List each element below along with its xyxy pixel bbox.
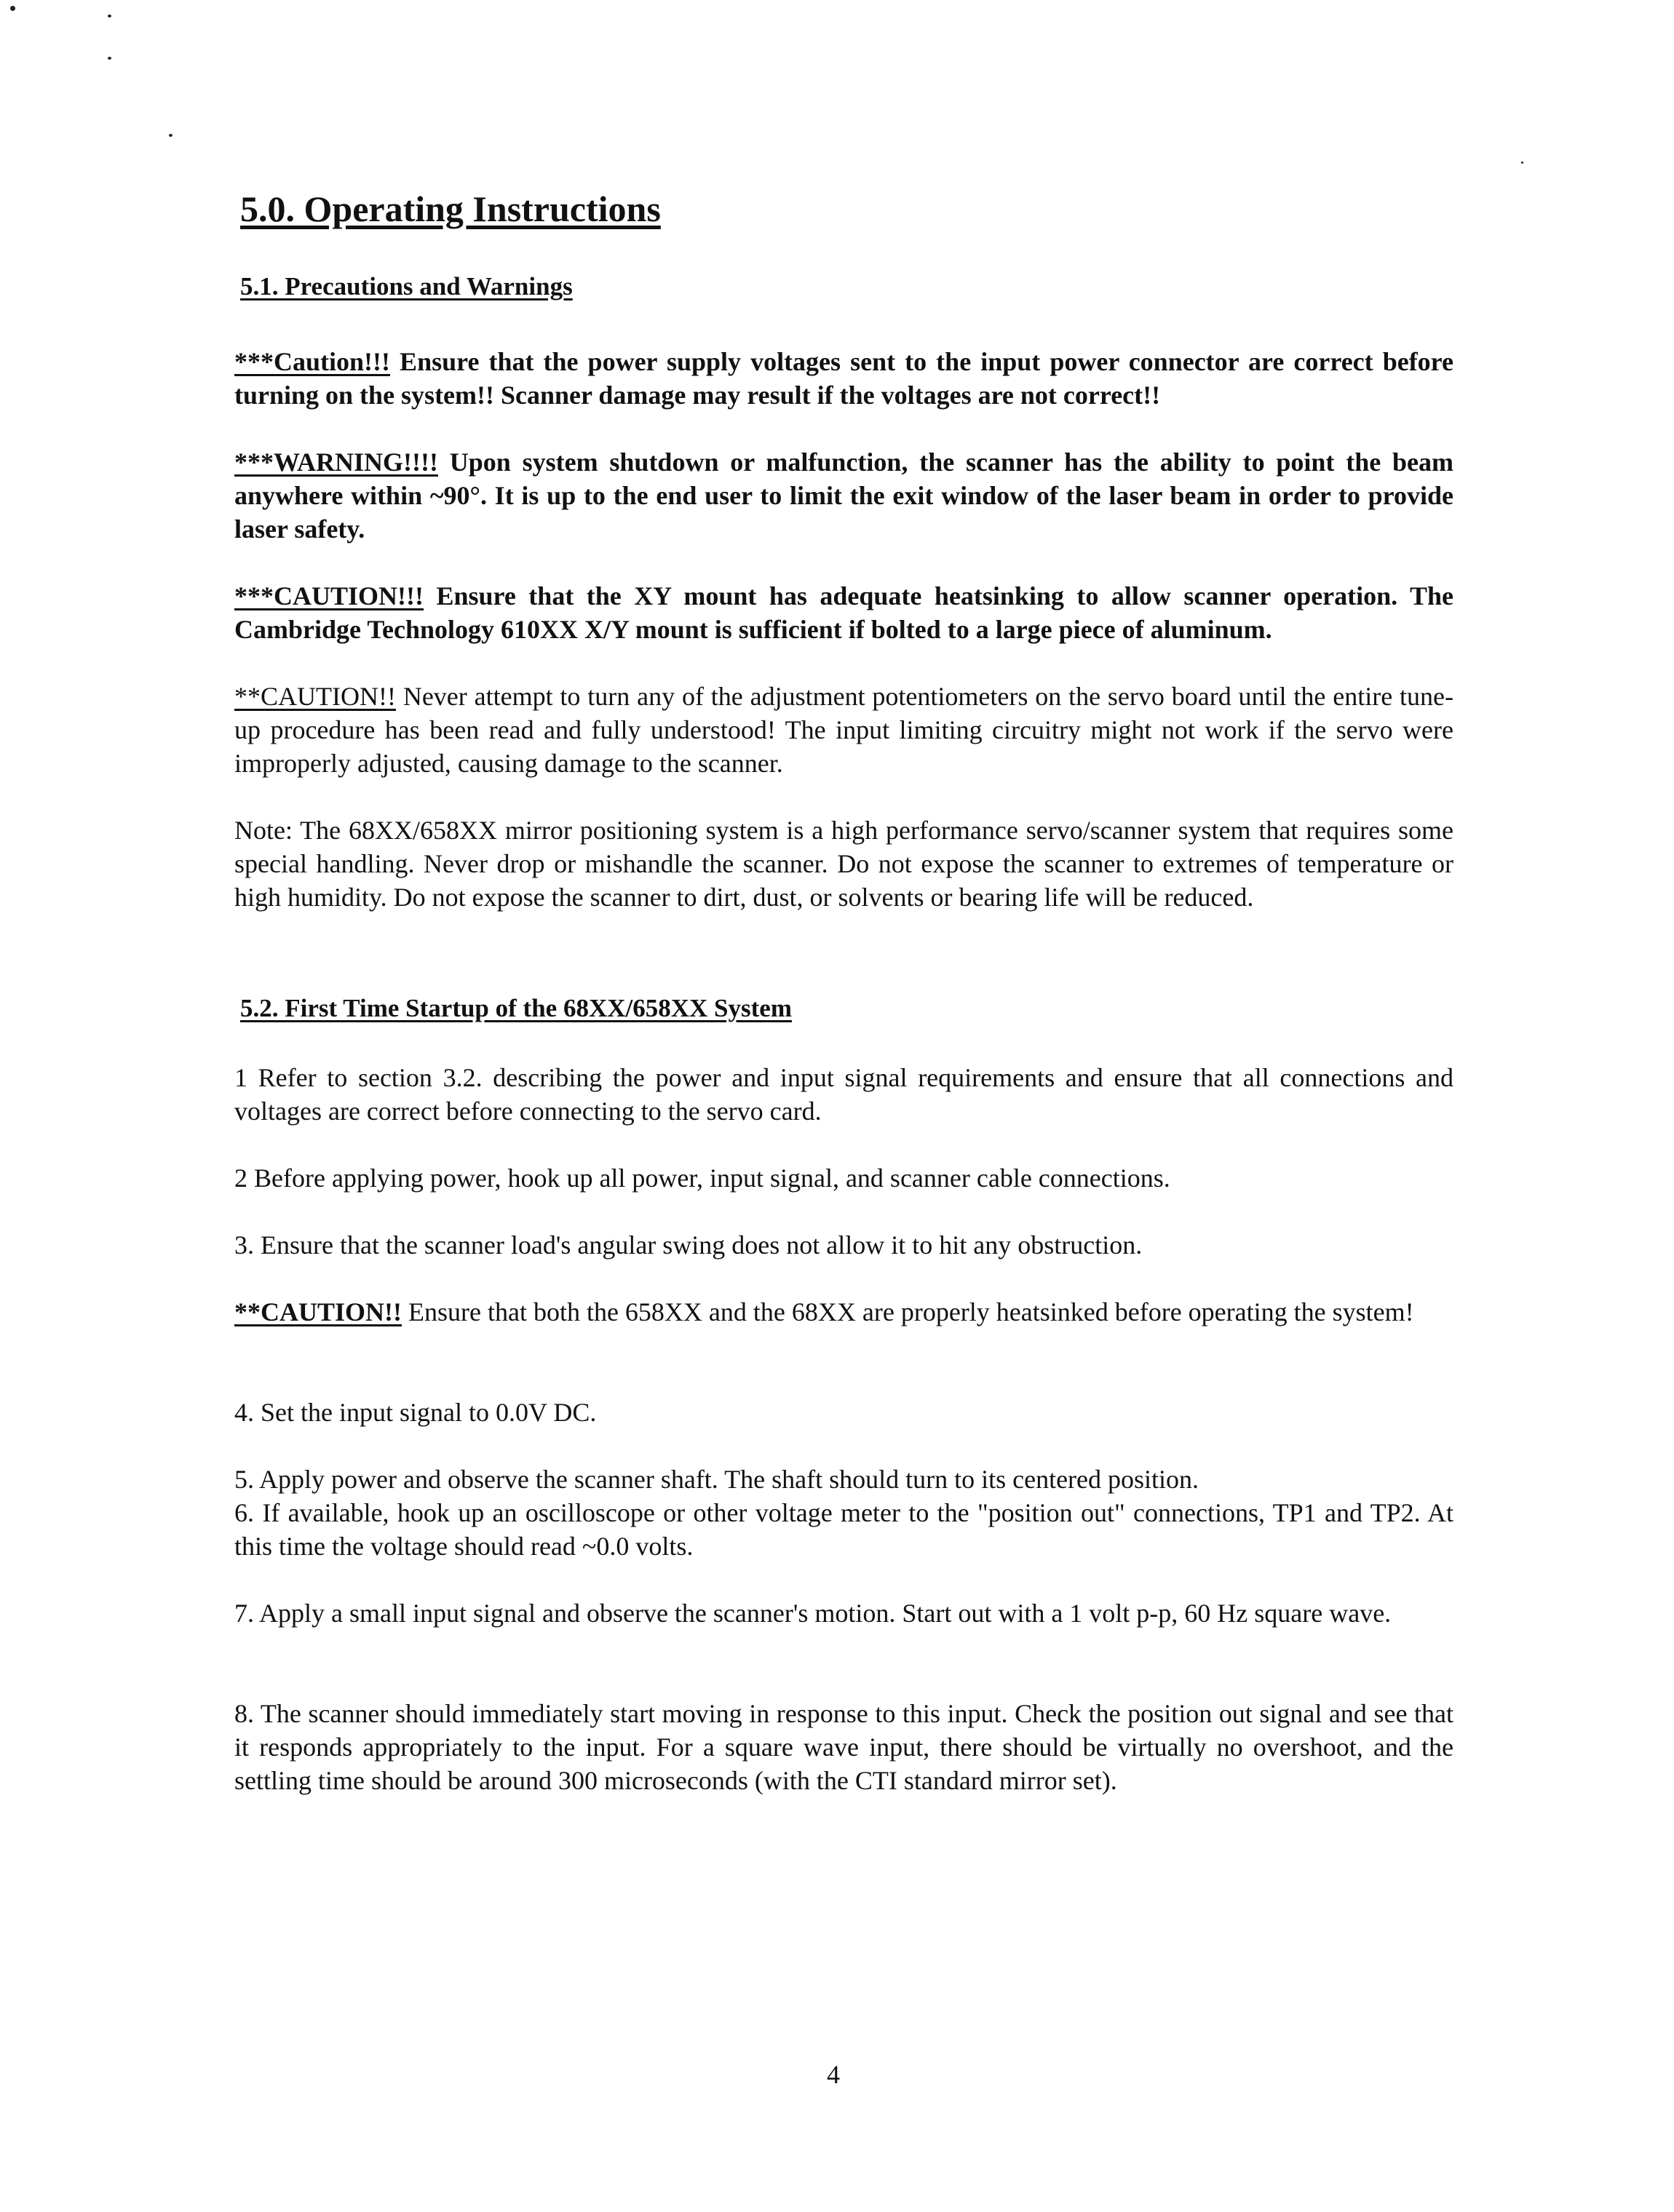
scan-speck <box>108 15 111 17</box>
startup-step-2: 2 Before applying power, hook up all power, input signal, and scanner cable connections. <box>234 1163 1170 1193</box>
warning-text: Upon system shutdown or malfunction, the scanner has the ability to point the beam anywhere within ~90°. It is up to the end user to limit the exit window of the laser beam in order to provide laser safety. <box>234 447 1453 544</box>
caution-text: Ensure that the XY mount has adequate heatsinking to allow scanner operation. The Cambridge Technology 610XX X/Y mount is sufficient if bolted to a large piece of aluminum. <box>234 581 1453 644</box>
handling-note <box>234 813 1453 914</box>
scan-speck <box>108 57 111 60</box>
startup-step-6: 6. If available, hook up an oscilloscope or other voltage meter to the "position out" connections, TP1 and TP2. At this time the voltage should read ~0.0 volts. <box>234 1498 1453 1561</box>
caution-lead: **CAUTION!! <box>234 682 396 711</box>
section-heading-startup: 5.2. First Time Startup of the 68XX/658XX System <box>240 994 792 1022</box>
section-heading-precautions: 5.1. Precautions and Warnings <box>240 272 573 301</box>
caution-text: Ensure that both the 658XX and the 68XX are properly heatsinked before operating the system! <box>402 1297 1414 1326</box>
warning-shutdown <box>234 445 1453 546</box>
startup-step-5: 5. Apply power and observe the scanner shaft. The shaft should turn to its centered position. <box>234 1465 1199 1494</box>
scan-speck <box>10 6 15 11</box>
startup-step-3: 3. Ensure that the scanner load's angular swing does not allow it to hit any obstruction. <box>234 1230 1143 1260</box>
caution-lead: **CAUTION!! <box>234 1297 402 1326</box>
caution-text: Ensure that the power supply voltages sent to the input power connector are correct before turning on the system!! Scanner damage may result if the voltages are not correct!! <box>234 347 1453 410</box>
caution-power-supply <box>234 345 1453 412</box>
scan-speck <box>1521 162 1523 164</box>
startup-step-7: 7. Apply a small input signal and observe the scanner's motion. Start out with a 1 volt p-p, 60 Hz square wave. <box>234 1599 1392 1628</box>
note-text: Note: The 68XX/658XX mirror positioning system is a high performance servo/scanner system that requires some special handling. Never drop or mishandle the scanner. Do not expose the scanner to extremes of temperature or high humidity. Do not expose the scanner to dirt, dust, or solvents or bearing life will be reduced. <box>234 816 1453 912</box>
caution-text: Never attempt to turn any of the adjustment potentiometers on the servo board until the entire tune-up procedure has been read and fully understood! The input limiting circuitry might not work if the servo were improperly adjusted, causing damage to the scanner. <box>234 682 1453 778</box>
caution-lead: ***Caution!!! <box>234 347 390 376</box>
scan-speck <box>169 134 172 137</box>
warning-lead: ***WARNING!!!! <box>234 447 438 477</box>
startup-step-1: 1 Refer to section 3.2. describing the power and input signal requirements and ensure that all connections and voltages are correct before connecting to the servo card. <box>234 1063 1453 1126</box>
page-title: 5.0. Operating Instructions <box>240 188 661 229</box>
caution-potentiometers <box>234 680 1453 780</box>
startup-step-4: 4. Set the input signal to 0.0V DC. <box>234 1398 597 1427</box>
caution-heatsinked <box>234 1295 1453 1329</box>
page-number: 4 <box>827 2060 840 2089</box>
caution-lead: ***CAUTION!!! <box>234 581 424 610</box>
startup-step-8: 8. The scanner should immediately start moving in response to this input. Check the position out signal and see that it responds appropriately to the input. For a square wave input, there should be virtually no overshoot, and the settling time should be around 300 microseconds (with the CTI standard mirror set). <box>234 1699 1453 1795</box>
caution-heatsinking <box>234 579 1453 646</box>
